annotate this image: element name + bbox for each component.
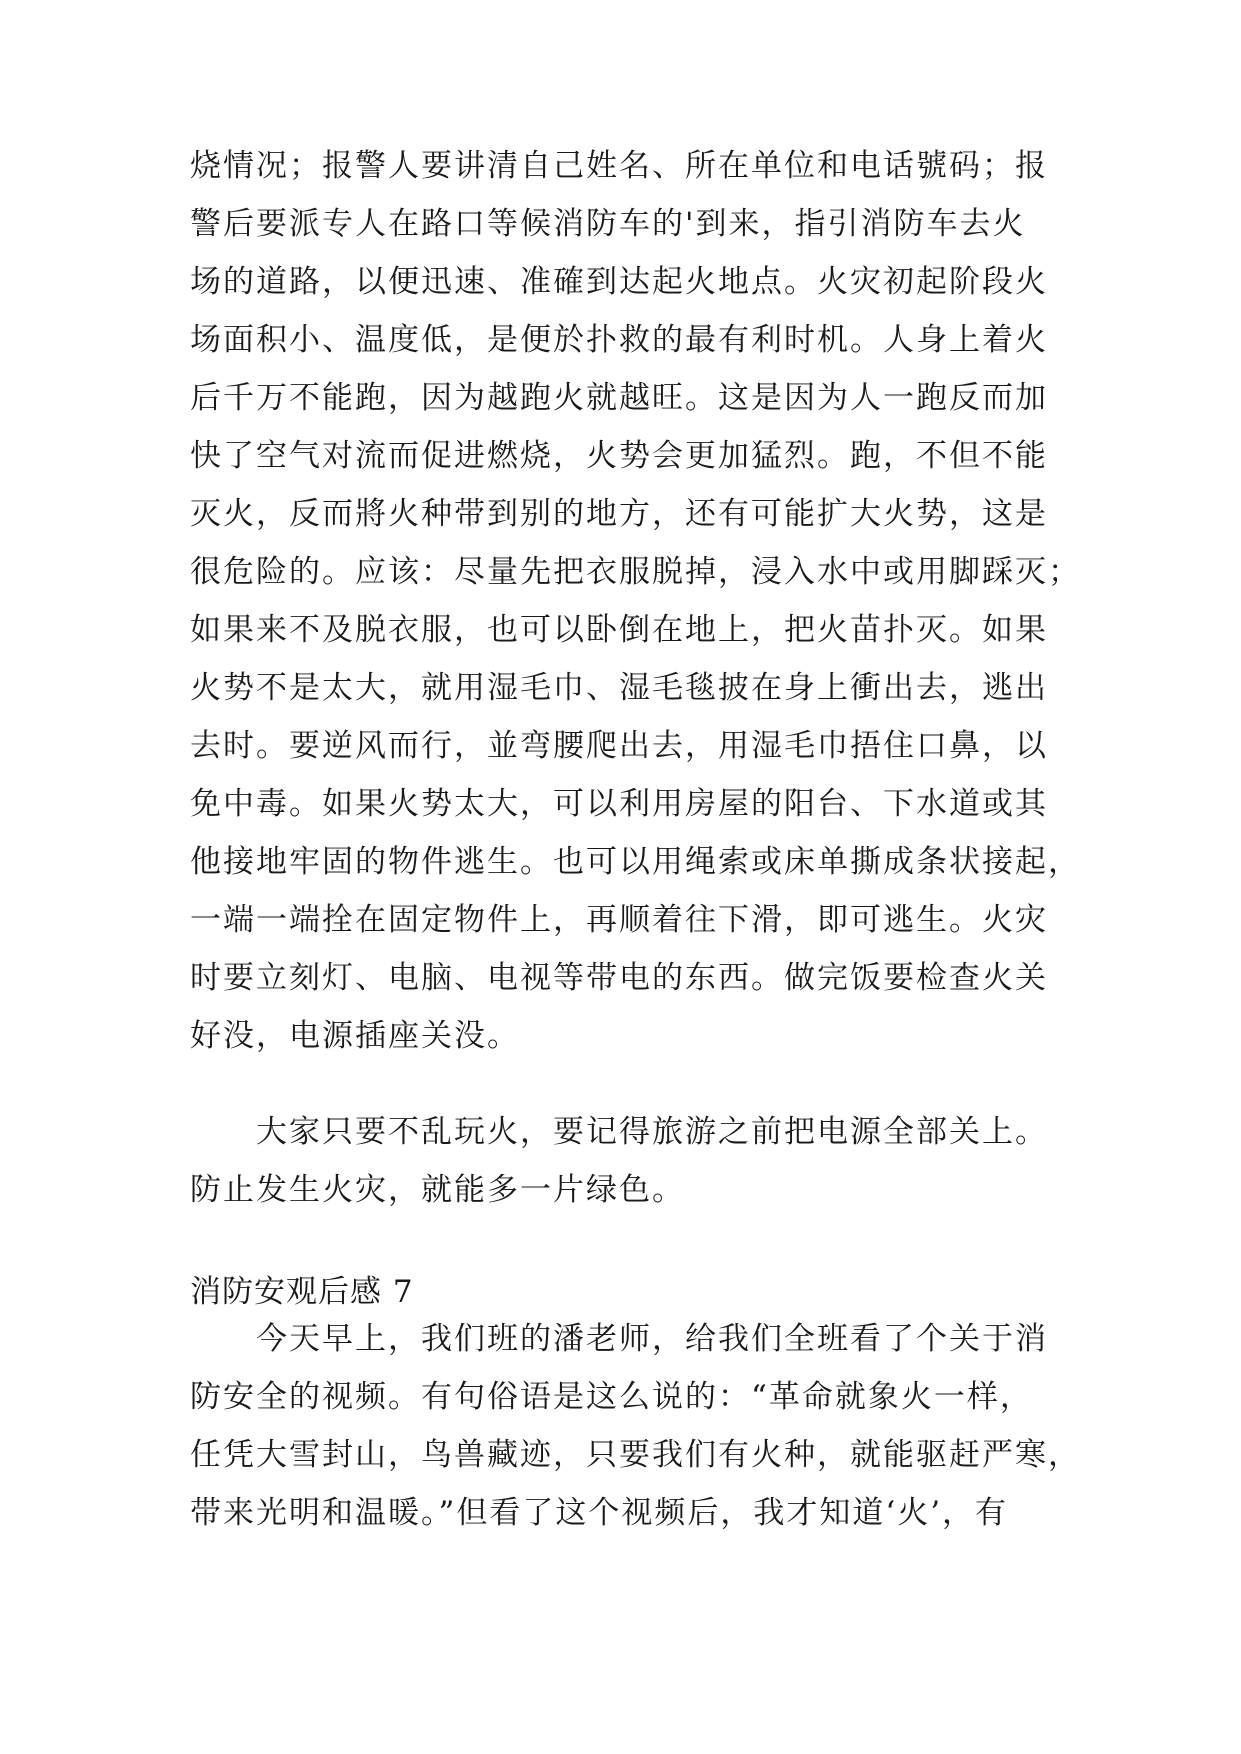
text-line: 火势不是太大，就用湿毛巾、湿毛毯披在身上衝出去，逃出 [190,670,1048,706]
paragraph-fire-safety-continued [190,137,1081,1065]
paragraph-essay-7-intro [190,1310,1081,1542]
text-line: 很危险的。应该：尽量先把衣服脱掉，浸入水中或用脚踩灭； [190,554,1081,590]
text-line: 去时。要逆风而行，並弯腰爬出去，用湿毛巾捂住口鼻，以 [190,728,1048,764]
paragraph-conclusion [190,1103,1070,1219]
text-line: 灭火，反而將火种带到别的地方，还有可能扩大火势，这是 [190,496,1048,532]
text-line: 他接地牢固的物件逃生。也可以用绳索或床单撕成条状接起， [190,844,1081,880]
text-line: 快了空气对流而促进燃烧，火势会更加猛烈。跑，不但不能 [190,438,1048,474]
text-line: 带来光明和温暖。”但看了这个视频后，我才知道‘火’，有 [190,1495,1009,1531]
text-line: 防安全的视频。有句俗语是这么说的：“革命就象火一样， [190,1379,1033,1415]
text-line: 今天早上，我们班的潘老师，给我们全班看了个关于消 [256,1321,1048,1357]
text-line: 大家只要不乱玩火，要记得旅游之前把电源全部关上。 [256,1114,1048,1150]
text-line: 后千万不能跑，因为越跑火就越旺。这是因为人一跑反而加 [190,380,1048,416]
text-line: 任凭大雪封山，鸟兽藏迹，只要我们有火种，就能驱赶严寒， [190,1437,1081,1473]
text-line: 时要立刻灯、电脑、电视等带电的东西。做完饭要检查火关 [190,960,1048,996]
section-title: 消防安观后感 7 [190,1274,414,1310]
text-line: 好没，电源插座关没。 [190,1018,520,1054]
text-line: 如果来不及脱衣服，也可以卧倒在地上，把火苗扑灭。如果 [190,612,1048,648]
text-line: 防止发生火灾，就能多一片绿色。 [190,1172,685,1208]
text-line: 场的道路，以便迅速、准確到达起火地点。火灾初起阶段火 [190,264,1048,300]
text-line: 烧情况；报警人要讲清自己姓名、所在单位和电话號码；报 [190,148,1048,184]
text-line: 场面积小、温度低，是便於扑救的最有利时机。人身上着火 [190,322,1048,358]
text-line: 免中毒。如果火势太大，可以利用房屋的阳台、下水道或其 [190,786,1048,822]
text-line: 警后要派专人在路口等候消防车的'到来，指引消防车去火 [190,206,1026,242]
text-line: 一端一端拴在固定物件上，再顺着往下滑，即可逃生。火灾 [190,902,1048,938]
